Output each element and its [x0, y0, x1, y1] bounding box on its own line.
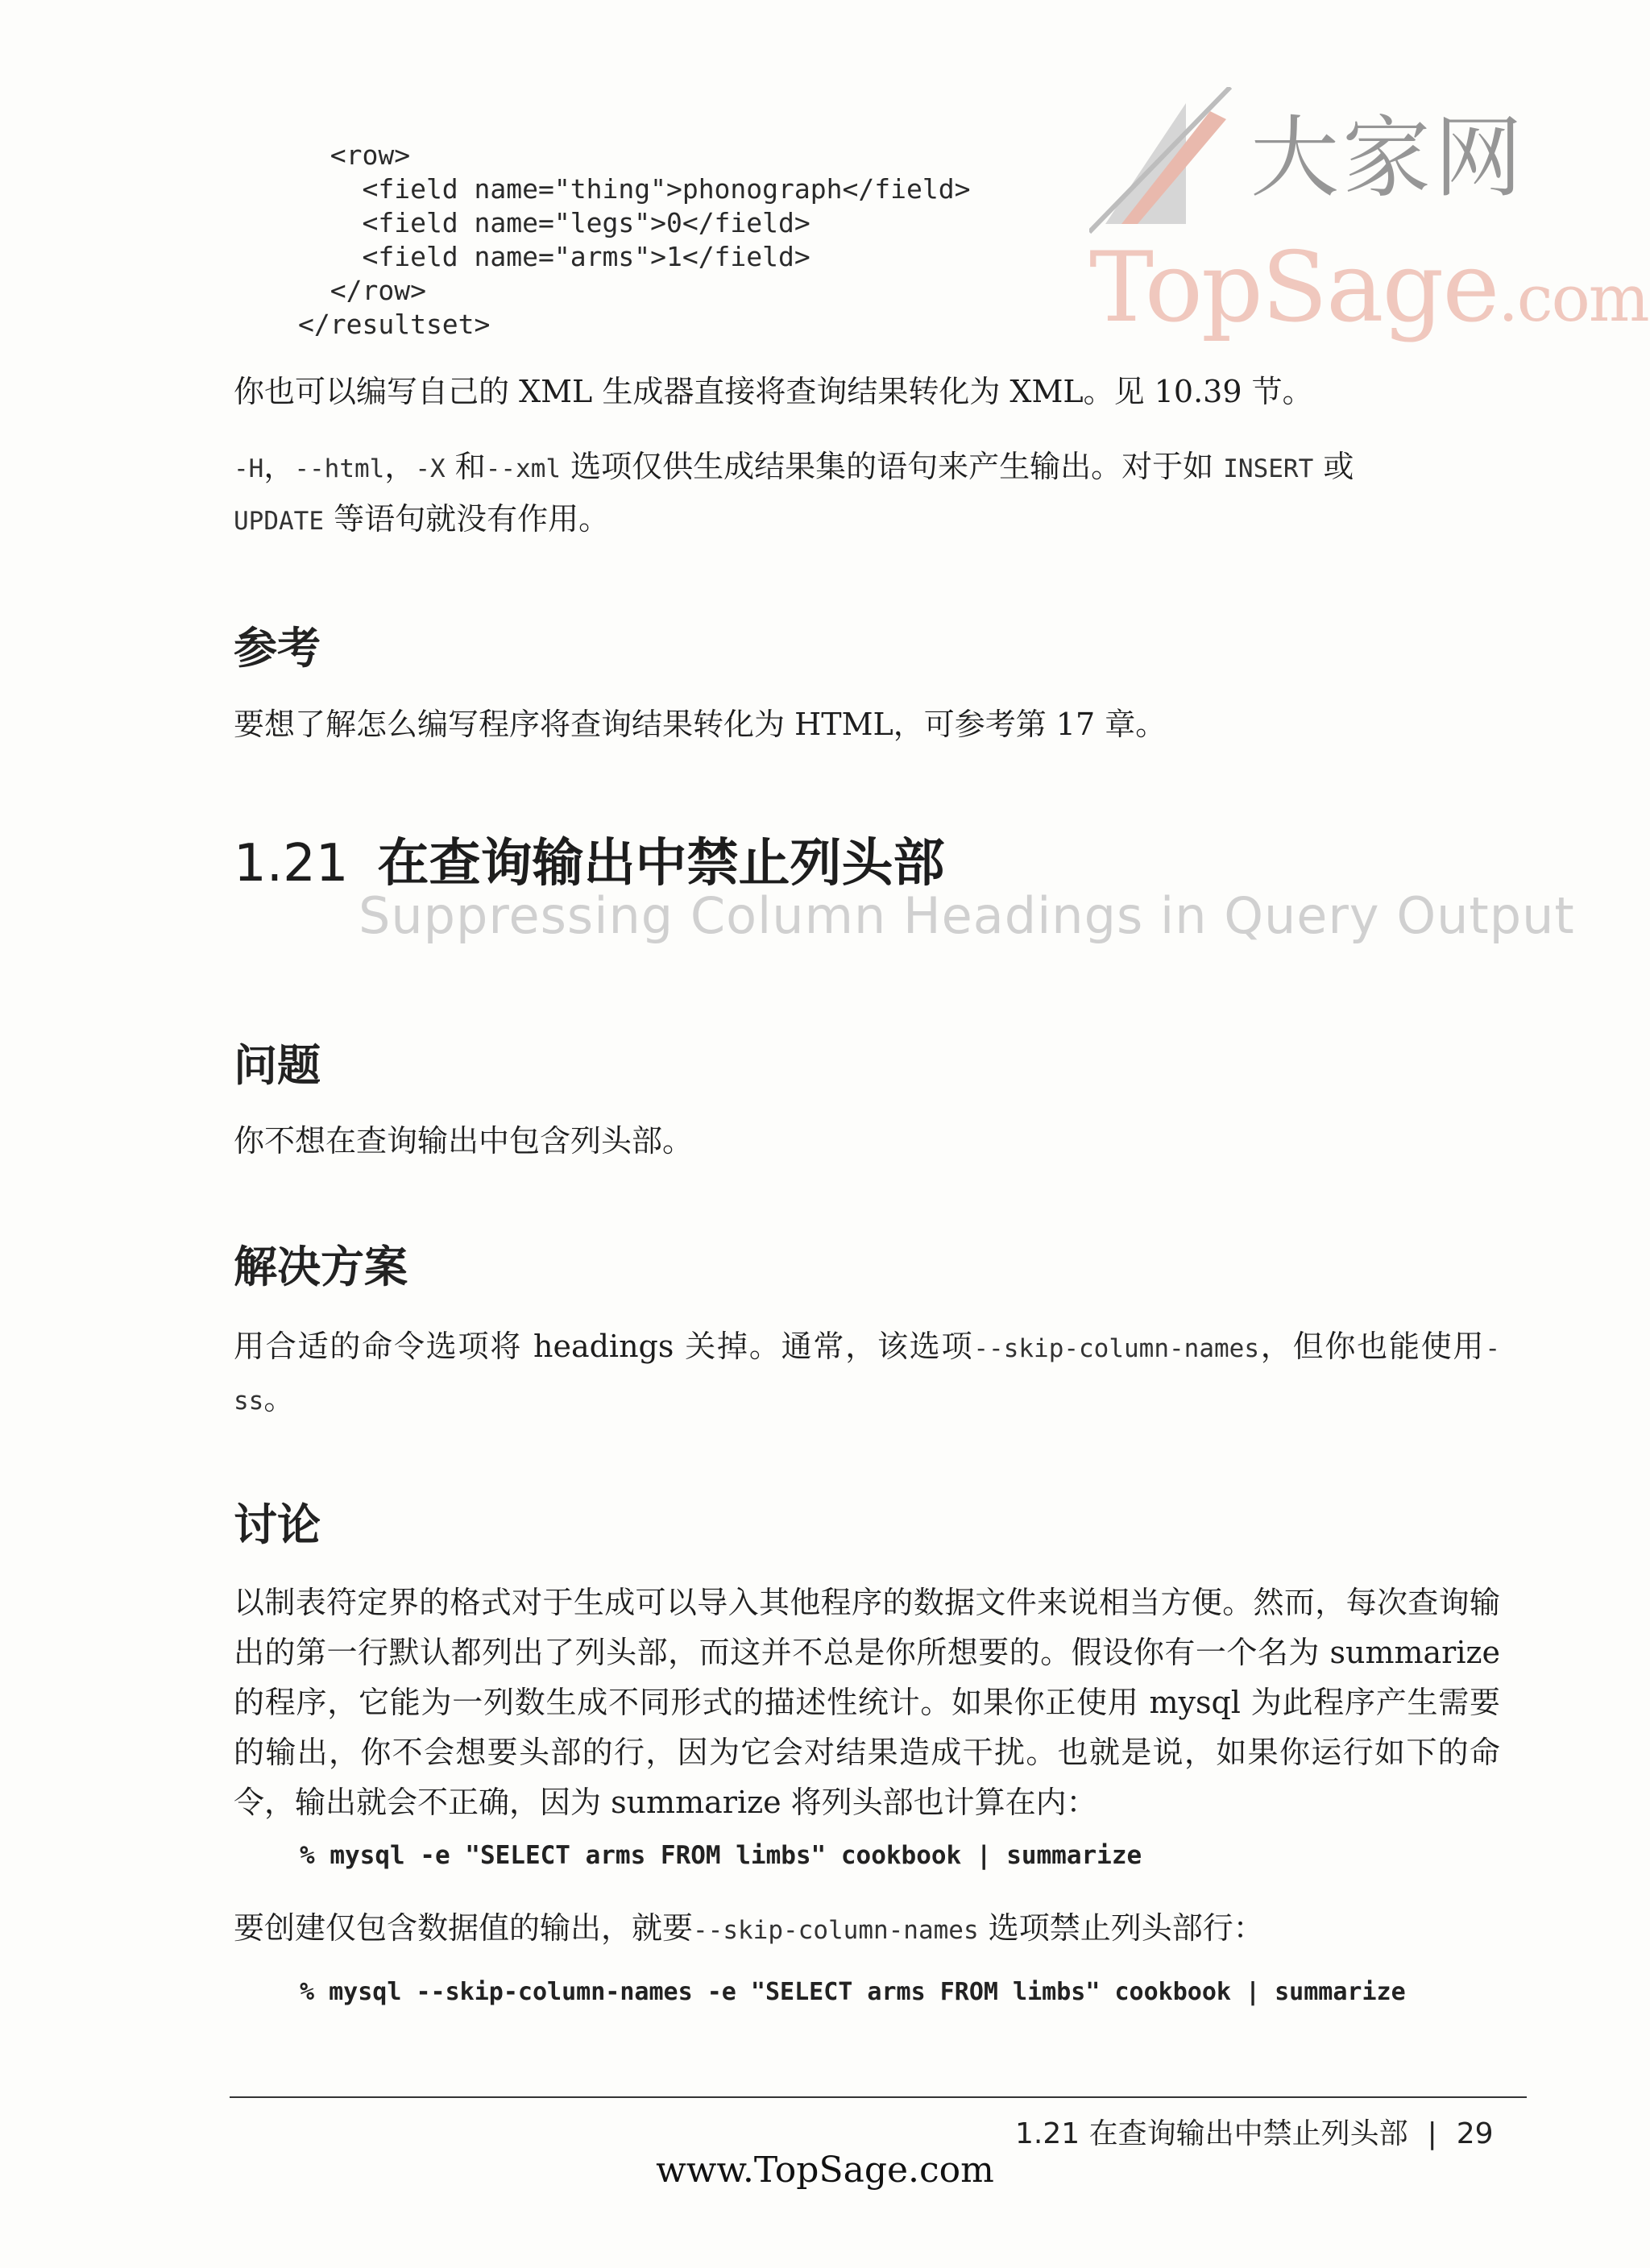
paragraph-discussion: 以制表符定界的格式对于生成可以导入其他程序的数据文件来说相当方便。然而，每次查询输出的第一行默认都列出了列头部，而这并不总是你所想要的。假设你有一个名为 summarize 的程序，它能为一列数生成不同形式的描述性统计。如果你正使用 mysql 为此程序产生需要的输出，你不会想要头部的行，因为它会对结果造成干扰。也就是说，如果你运行如下的命令，输出就会不正确，因为 summarize 将列头部也计算在内： [234, 1585, 1500, 1820]
site-url: www.TopSage.com [656, 2150, 994, 2191]
heading-reference: 参考 [234, 623, 321, 674]
heading-problem: 问题 [234, 1040, 321, 1091]
section-title: 1.21 在查询输出中禁止列头部 [234, 834, 945, 894]
xml-code-block: <row> <field name="thing">phonograph</field> <field name="legs">0</field> <field name="arms">1</field> </row> </resultset> [298, 139, 971, 340]
footer-separator: | [1427, 2117, 1437, 2150]
footer-section-label: 1.21 在查询输出中禁止列头部 [1015, 2117, 1408, 2150]
footer-rule [230, 2096, 1527, 2098]
command-example-2: % mysql --skip-column-names -e "SELECT arms FROM limbs" cookbook | summarize [300, 1978, 1406, 2006]
page-footer [1015, 2111, 1494, 2152]
section-subtitle: Suppressing Column Headings in Query Output [359, 886, 1575, 945]
watermark-en-text: TopSage.com [1089, 232, 1648, 344]
paragraph-xml-generator: 你也可以编写自己的 XML 生成器直接将查询结果转化为 XML。见 10.39 节。 [234, 374, 1313, 409]
paragraph-create-output: 要创建仅包含数据值的输出，就要--skip-column-names 选项禁止列头部行： [234, 1910, 1264, 1946]
command-example-1: % mysql -e "SELECT arms FROM limbs" cookbook | summarize [300, 1841, 1142, 1870]
page-number: 29 [1456, 2117, 1494, 2150]
paragraph-reference: 要想了解怎么编写程序将查询结果转化为 HTML，可参考第 17 章。 [234, 707, 1167, 742]
heading-discussion: 讨论 [234, 1499, 321, 1550]
paragraph-solution: 用合适的命令选项将 headings 关掉。通常，该选项--skip-column-names，但你也能使用-ss。 [234, 1329, 1500, 1416]
topsage-logo-mark-icon [1089, 87, 1234, 248]
paragraph-options: -H，--html，-X 和--xml 选项仅供生成结果集的语句来产生输出。对于如 INSERT 或 UPDATE 等语句就没有作用。 [234, 449, 1354, 537]
paragraph-problem: 你不想在查询输出中包含列头部。 [234, 1123, 694, 1159]
watermark-logo [1089, 87, 1648, 345]
watermark-cn-text: 大家网 [1250, 106, 1526, 209]
heading-solution: 解决方案 [234, 1242, 408, 1292]
